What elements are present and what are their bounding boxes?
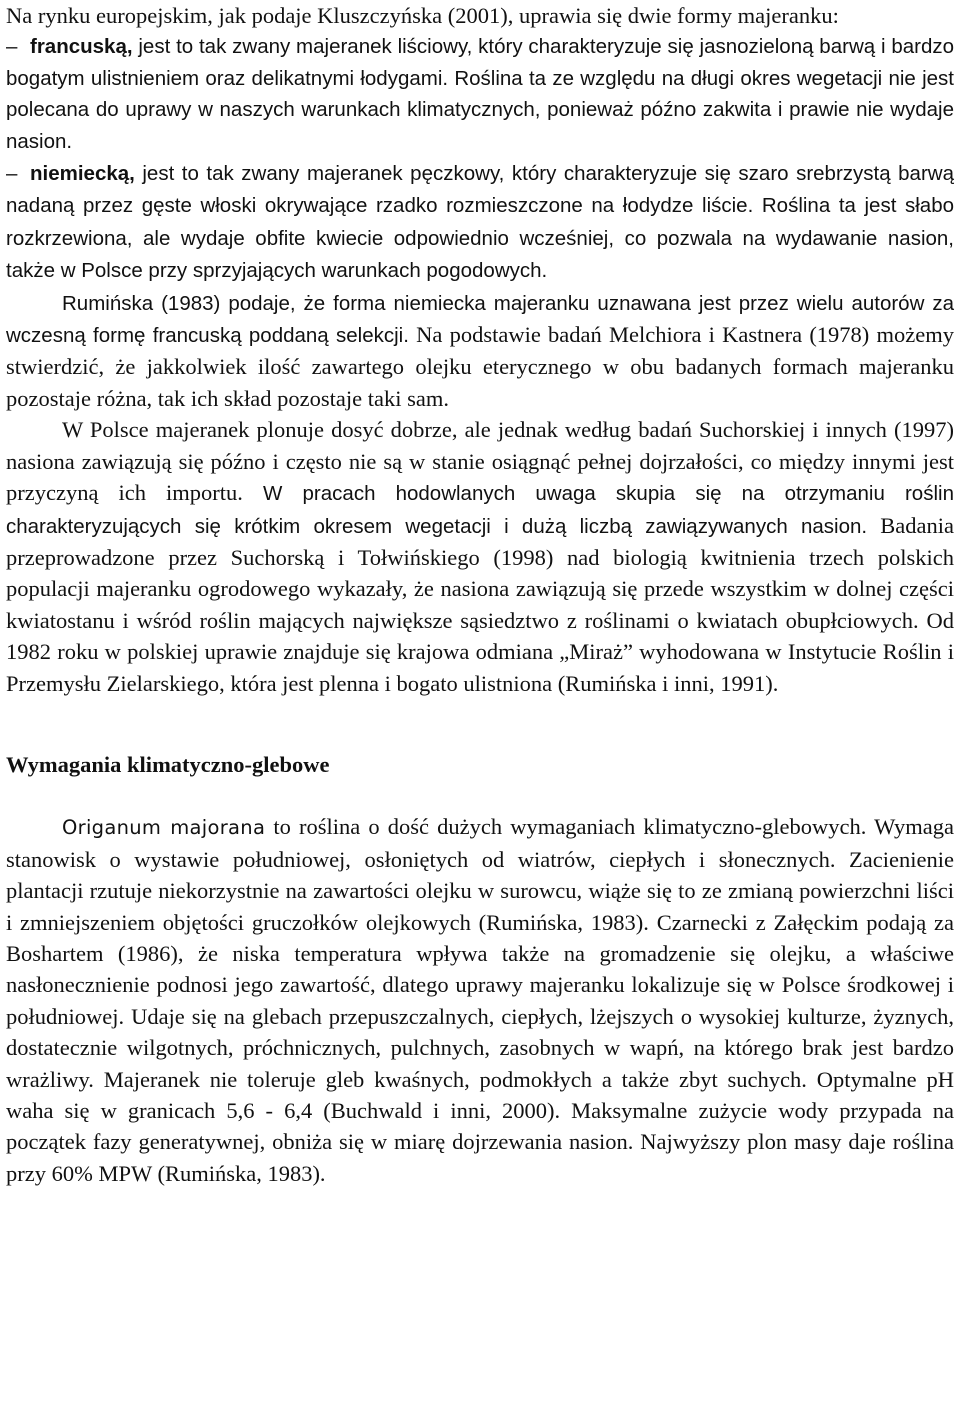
poland-text-b: W pracach hodowlanych uwaga skupia się na otrzymaniu roślin charakteryzujących się krótkim okresem wegetacji i dużą liczbą zawiązywanych nasion. [6, 482, 954, 538]
intro-text: Na rynku europejskim, jak podaje Kluszczyńska (2001), uprawia się dwie formy majeranku: [6, 3, 839, 28]
climate-text-a: to roślina o dość dużych wymaganiach klimatyczno-glebowych. Wymaga stanowisk o wystawie południowej, osłoniętych od wiatrów, ciepłych i słonecznych. [6, 814, 954, 872]
poland-text-e: znajduje się krajowa odmiana „Miraż” wyhodowana w Instytucie Roślin i Przemysłu Zielarskiego, która jest plenna i bogato ulistniona (Rumińska i inni, 1991). [6, 639, 954, 696]
form-french-term: francuską, [30, 35, 133, 59]
section-heading: Wymagania klimatyczno-glebowe [6, 751, 330, 777]
dash-bullet: – [6, 162, 18, 186]
climate-text-b: Zacienienie plantacji rzutuje niekorzystnie na zawartości olejku w surowcu, wiąże się to ze zmianą powierzchni liści i zmniejszeniem objętości gruczołków olejkowych (Rumińska, 1983). Czarnecki z Załęckim podają za Boshartem (1986), że niska temperatura wpływa także na gromadzenie się olejku, a właściwe nasłonecznienie podnosi jego zawartość, dlatego uprawy majeranku lokalizuje się w Polsce środkowej i południowej. Udaje się na glebach przepuszczalnych, ciepłych, lżejszych o wysokiej kulturze, żyznych, dostatecznie wilgotnych, próchnicznych, pulchnych, zasobnych w wapń, na którego brak jest bardzo wrażliwy. Majeranek nie toleruje gleb kwaśnych, podmokłych a także zbyt suchych. Optymalne pH waha się w granicach 5,6 - 6,4 (Buchwald i inni, 2000). Maksymalne zużycie wody przypada na początek fazy generatywnej, obniża się w miarę dojrzewania nasion. Najwyższy plon masy daje roślina przy 60% MPW (Rumińska, 1983). [6, 846, 954, 1186]
latin-species-name: Origanum majorana [62, 816, 266, 840]
form-german-term: niemiecką, [30, 162, 135, 186]
form-french-item [6, 31, 954, 157]
ruminska-text-a: Rumińska (1983) podaje, że forma niemiecka majeranku uznawana jest przez wielu autorów za wczesną formę francuską poddaną selekcji. [6, 291, 954, 348]
form-german-text-b: Roślina ta jest słabo rozkrzewiona, ale wydaje obfite kwiecie odpowiednio wcześniej, co pozwala na wydawanie nasion, także w Polsce przy sprzyjających warunkach pogodowych. [6, 194, 954, 283]
poland-text-c: Badania przeprowadzone przez Suchorską i Tołwińskiego (1998) nad biologią kwitnienia trzech polskich populacji majeranku ogrodowego wykazały, że nasiona zawiązują się przede wszystkim w dolnej części kwiatostanu i wśród roślin mających największe sąsiedztwo z roślinami o kwiatach obupłciowych. [6, 512, 955, 633]
section-spacer [6, 780, 954, 811]
climate-paragraph [6, 811, 954, 1189]
poland-text-a: W Polsce majeranek plonuje dosyć dobrze, ale jednak według badań Suchorskiej i innych (1997) nasiona zawiązują się późno i często nie są w stanie osiągnąć pełnej dojrzałości, co między innymi jest przyczyną ich importu. [6, 417, 954, 506]
ruminska-paragraph [6, 287, 954, 415]
poland-paragraph [6, 414, 954, 699]
ruminska-text-b: Na podstawie badań Melchiora i Kastnera (1978) możemy stwierdzić, że jakkolwiek ilość zawartego olejku eterycznego w obu badanych formach majeranku pozostaje różna, tak ich skład pozostaje taki sam. [6, 322, 954, 411]
form-french-text: jest to tak zwany majeranek liściowy, który charakteryzuje się jasnozieloną barwą i bardzo bogatym ulistnieniem oraz delikatnymi łodygami. Roślina ta ze względu na długi okres wegetacji nie jest polecana do uprawy w naszych warunkach klimatycznych, ponieważ późno zakwita i prawie nie wydaje nasion. [6, 35, 954, 153]
dash-bullet: – [6, 35, 18, 59]
intro-paragraph [6, 0, 954, 31]
document-page [6, 0, 954, 1189]
poland-text-d: Od 1982 roku w polskiej uprawie [6, 607, 954, 665]
form-german-item [6, 157, 954, 287]
form-german-text-a: jest to tak zwany majeranek pęczkowy, który charakteryzuje się szaro srebrzystą barwą nadaną przez gęste włoski okrywające rzadko rozmieszczone na łodydze liście. [6, 162, 954, 218]
